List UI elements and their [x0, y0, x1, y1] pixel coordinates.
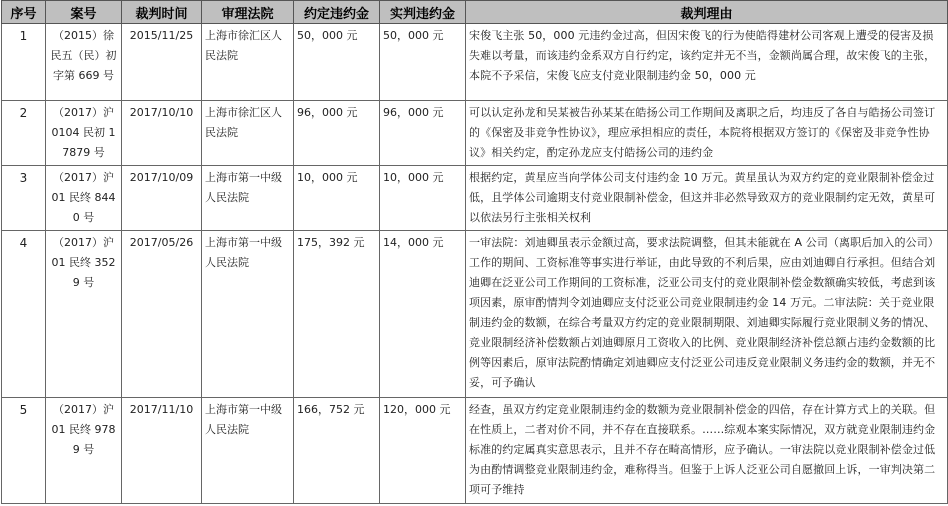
reason-cell: 一审法院：刘迪卿虽表示金额过高，要求法院调整，但其未能就在 A 公司（离职后加入的公司）工作的期间、工资标准等事实进行举证，由此导致的不利后果，应由刘迪卿自行承担。但结合刘迪卿在泛亚公司工作期间的工资标准，泛亚公司支付的竞业限制补偿金数额确实较低，考虑到该项因素，原审酌情判令刘迪卿应支付泛亚公司竞业限制违约金 14 万元。二审法院：关于竞业限制违约金的数额，在综合考量双方约定的竞业限制期限、刘迪卿实际履行竞业限制义务的情况、竞业限制经济补偿数额占刘迪卿原月工资收入的比例、竞业限制经济补偿总额占违约金数额的比例等因素后，原审法院酌情确定刘迪卿应支付泛亚公司违反竞业限制义务违约金的数额，并无不妥，可予确认 [466, 231, 948, 398]
awarded-penalty-cell: 120，000 元 [380, 398, 466, 504]
date-cell: 2017/05/26 [122, 231, 202, 398]
court-cell: 上海市第一中级人民法院 [202, 231, 294, 398]
case-no-cell: （2017）沪 0104 民初 17879 号 [46, 101, 122, 166]
seq-cell: 1 [2, 24, 46, 101]
table-row [2, 24, 948, 101]
reason-cell: 宋俊飞主张 50，000 元违约金过高，但因宋俊飞的行为使皓得建材公司客观上遭受的侵害及损失难以考量，而该违约金系双方自行约定，该约定并无不当，金额尚属合理，故宋俊飞的主张，本院不予采信，宋俊飞应支付竞业限制违约金 50，000 元 [466, 24, 948, 101]
header-reason: 裁判理由 [466, 1, 948, 24]
agreed-penalty-cell: 175，392 元 [294, 231, 380, 398]
agreed-penalty-cell: 50，000 元 [294, 24, 380, 101]
date-cell: 2017/10/09 [122, 166, 202, 231]
court-cell: 上海市徐汇区人民法院 [202, 101, 294, 166]
seq-cell: 5 [2, 398, 46, 504]
date-cell: 2017/10/10 [122, 101, 202, 166]
court-cell: 上海市第一中级人民法院 [202, 398, 294, 504]
header-court: 审理法院 [202, 1, 294, 24]
date-cell: 2017/11/10 [122, 398, 202, 504]
table-row [2, 398, 948, 504]
case-no-cell: （2017）沪 01 民终 3529 号 [46, 231, 122, 398]
table-row [2, 166, 948, 231]
case-no-cell: （2015）徐民五（民）初字第 669 号 [46, 24, 122, 101]
reason-cell: 可以认定孙龙和吴某被告孙某某在皓扬公司工作期间及离职之后，均违反了各自与皓扬公司签订的《保密及非竞争性协议》，理应承担相应的责任，本院将根据双方签订的《保密及非竞争性协议》相关约定，酌定孙龙应支付皓扬公司的违约金 [466, 101, 948, 166]
case-no-cell: （2017）沪 01 民终 8440 号 [46, 166, 122, 231]
reason-cell: 根据约定，黄星应当向学体公司支付违约金 10 万元。黄星虽认为双方约定的竞业限制补偿金过低，且学体公司逾期支付竞业限制补偿金，但这并非必然导致双方的竞业限制约定无效，黄星可以依法另行主张相关权利 [466, 166, 948, 231]
header-date: 裁判时间 [122, 1, 202, 24]
seq-cell: 4 [2, 231, 46, 398]
header-case-no: 案号 [46, 1, 122, 24]
awarded-penalty-cell: 10，000 元 [380, 166, 466, 231]
awarded-penalty-cell: 50，000 元 [380, 24, 466, 101]
awarded-penalty-cell: 14，000 元 [380, 231, 466, 398]
agreed-penalty-cell: 166，752 元 [294, 398, 380, 504]
table-row [2, 101, 948, 166]
reason-cell: 经查，虽双方约定竞业限制违约金的数额为竞业限制补偿金的四倍，存在计算方式上的关联。但在性质上，二者对价不同，并不存在直接联系。……综观本案实际情况，双方就竞业限制违约金标准的约定属真实意思表示，且并不存在畸高情形，应予确认。一审法院以竞业限制补偿金过低为由酌情调整竞业限制违约金，难称得当。但鉴于上诉人泛亚公司自愿撤回上诉，一审判决第二项可予维持 [466, 398, 948, 504]
court-cell: 上海市徐汇区人民法院 [202, 24, 294, 101]
case-no-cell: （2017）沪 01 民终 9789 号 [46, 398, 122, 504]
court-cell: 上海市第一中级人民法院 [202, 166, 294, 231]
agreed-penalty-cell: 96，000 元 [294, 101, 380, 166]
header-seq: 序号 [2, 1, 46, 24]
date-cell: 2015/11/25 [122, 24, 202, 101]
seq-cell: 2 [2, 101, 46, 166]
header-agreed-penalty: 约定违约金 [294, 1, 380, 24]
awarded-penalty-cell: 96，000 元 [380, 101, 466, 166]
header-row [2, 1, 948, 24]
seq-cell: 3 [2, 166, 46, 231]
table-row [2, 231, 948, 398]
agreed-penalty-cell: 10，000 元 [294, 166, 380, 231]
header-awarded-penalty: 实判违约金 [380, 1, 466, 24]
judgment-table [1, 0, 948, 504]
